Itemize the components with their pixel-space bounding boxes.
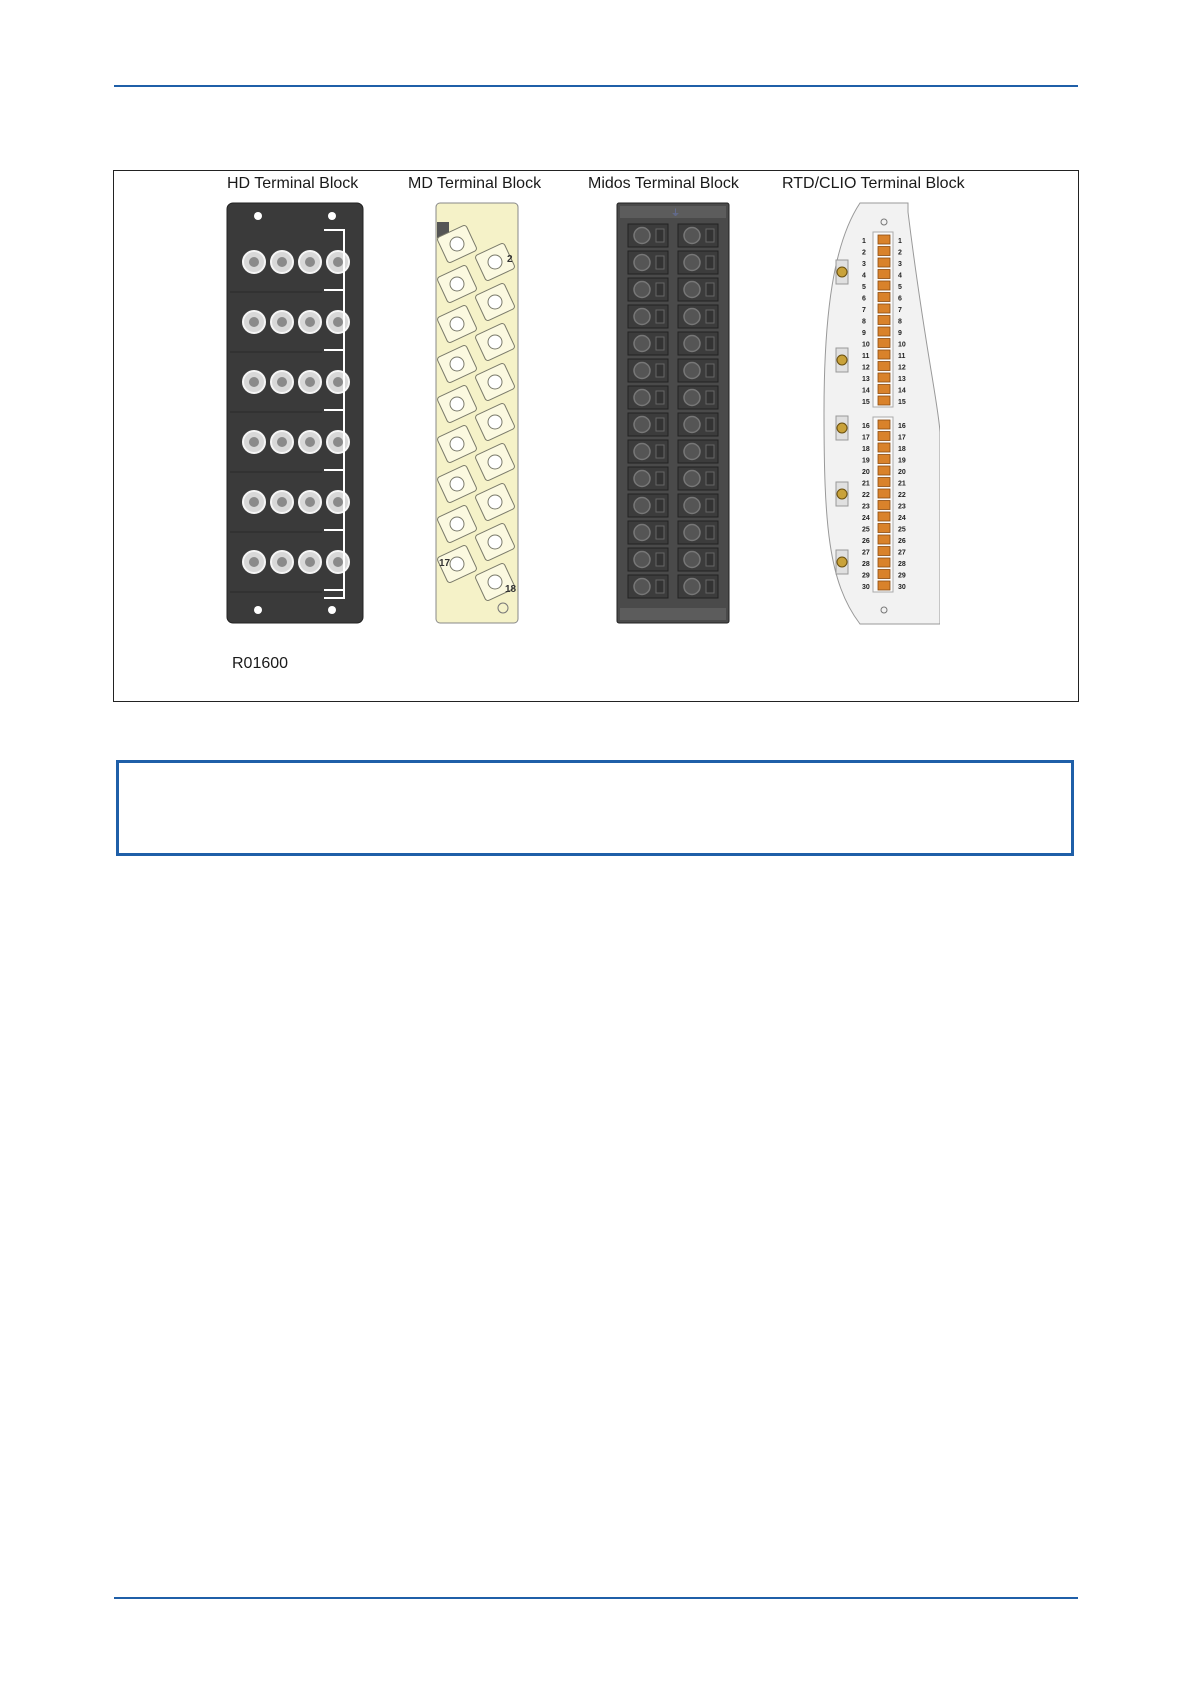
hd-terminal-block-label: HD Terminal Block bbox=[227, 175, 359, 192]
svg-text:26: 26 bbox=[862, 538, 870, 545]
svg-text:5: 5 bbox=[862, 284, 866, 291]
svg-text:28: 28 bbox=[898, 561, 906, 568]
svg-text:3: 3 bbox=[862, 261, 866, 268]
svg-text:17: 17 bbox=[898, 434, 906, 442]
svg-text:10: 10 bbox=[862, 341, 870, 349]
svg-text:11: 11 bbox=[898, 353, 906, 360]
svg-text:27: 27 bbox=[862, 549, 870, 557]
svg-text:29: 29 bbox=[862, 572, 870, 580]
md-number-17: 17 bbox=[439, 558, 451, 569]
svg-text:28: 28 bbox=[862, 561, 870, 568]
svg-text:22: 22 bbox=[898, 492, 906, 499]
svg-text:14: 14 bbox=[862, 387, 870, 395]
svg-text:8: 8 bbox=[898, 318, 902, 326]
svg-text:11: 11 bbox=[862, 353, 870, 360]
svg-text:24: 24 bbox=[862, 515, 870, 522]
footer-rule bbox=[114, 1597, 1078, 1599]
note-box bbox=[116, 760, 1074, 856]
svg-text:22: 22 bbox=[862, 492, 870, 499]
svg-text:19: 19 bbox=[898, 457, 906, 465]
svg-text:8: 8 bbox=[862, 318, 866, 326]
svg-text:6: 6 bbox=[898, 295, 902, 303]
svg-text:23: 23 bbox=[898, 503, 906, 511]
svg-text:20: 20 bbox=[862, 469, 870, 476]
svg-text:19: 19 bbox=[862, 457, 870, 465]
svg-text:27: 27 bbox=[898, 549, 906, 557]
svg-text:7: 7 bbox=[898, 307, 902, 314]
svg-text:1: 1 bbox=[862, 238, 866, 245]
rtd-clio-terminal-block-label: RTD/CLIO Terminal Block bbox=[782, 175, 965, 192]
svg-text:17: 17 bbox=[862, 434, 870, 442]
terminal-blocks-figure bbox=[113, 170, 1079, 702]
md-terminal-block-label: MD Terminal Block bbox=[408, 175, 542, 192]
svg-text:20: 20 bbox=[898, 469, 906, 476]
svg-text:21: 21 bbox=[898, 480, 906, 488]
svg-text:29: 29 bbox=[898, 572, 906, 580]
svg-text:4: 4 bbox=[898, 272, 902, 280]
svg-text:15: 15 bbox=[862, 399, 870, 406]
svg-text:12: 12 bbox=[862, 364, 870, 372]
svg-text:18: 18 bbox=[898, 446, 906, 453]
svg-text:3: 3 bbox=[898, 261, 902, 268]
svg-text:2: 2 bbox=[898, 249, 902, 257]
svg-text:5: 5 bbox=[898, 284, 902, 291]
svg-text:13: 13 bbox=[862, 376, 870, 383]
figure-reference-code: R01600 bbox=[232, 655, 289, 672]
svg-text:15: 15 bbox=[898, 399, 906, 406]
svg-text:9: 9 bbox=[862, 330, 866, 337]
svg-text:6: 6 bbox=[862, 295, 866, 303]
svg-text:12: 12 bbox=[898, 364, 906, 372]
svg-text:10: 10 bbox=[898, 341, 906, 349]
svg-text:25: 25 bbox=[898, 526, 906, 534]
svg-text:7: 7 bbox=[862, 307, 866, 314]
svg-text:9: 9 bbox=[898, 330, 902, 337]
svg-text:23: 23 bbox=[862, 503, 870, 511]
hd-terminal-block bbox=[226, 202, 366, 626]
svg-text:4: 4 bbox=[862, 272, 866, 280]
svg-text:30: 30 bbox=[862, 584, 870, 591]
svg-text:1: 1 bbox=[898, 238, 902, 245]
svg-text:13: 13 bbox=[898, 376, 906, 383]
md-number-18: 18 bbox=[505, 584, 517, 595]
svg-text:24: 24 bbox=[898, 515, 906, 522]
svg-text:21: 21 bbox=[862, 480, 870, 488]
rtd-clio-terminal-block bbox=[820, 202, 940, 628]
md-number-2: 2 bbox=[507, 254, 513, 265]
svg-text:26: 26 bbox=[898, 538, 906, 545]
svg-text:⏚: ⏚ bbox=[671, 209, 681, 219]
svg-text:14: 14 bbox=[898, 387, 906, 395]
svg-text:16: 16 bbox=[898, 423, 906, 430]
svg-text:25: 25 bbox=[862, 526, 870, 534]
midos-terminal-block-label: Midos Terminal Block bbox=[588, 175, 739, 192]
svg-text:18: 18 bbox=[862, 446, 870, 453]
midos-terminal-block bbox=[616, 202, 732, 626]
header-rule bbox=[114, 85, 1078, 87]
md-terminal-block bbox=[435, 202, 521, 626]
svg-text:2: 2 bbox=[862, 249, 866, 257]
svg-text:30: 30 bbox=[898, 584, 906, 591]
svg-text:16: 16 bbox=[862, 423, 870, 430]
